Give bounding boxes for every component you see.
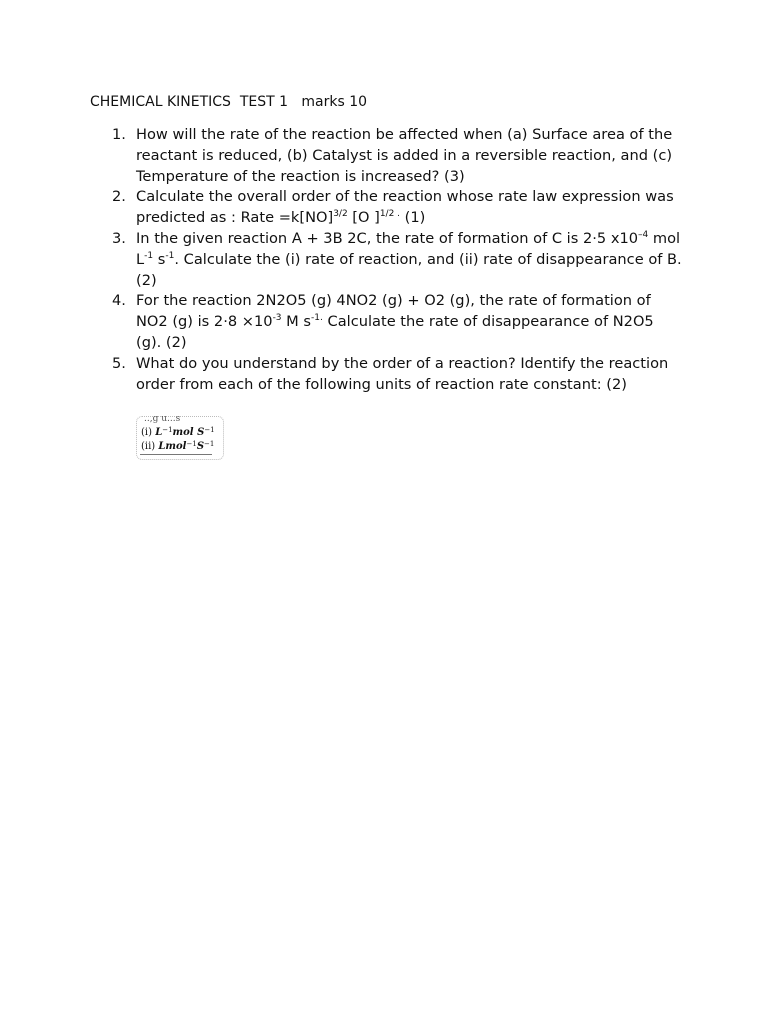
unit-item [141, 427, 215, 439]
rate-constant-units-image [136, 414, 224, 460]
text-run: In the given reaction A + 3B 2C, the rate of formation of C is 2·5 x10 [136, 229, 639, 247]
superscript: –4 [638, 229, 649, 240]
text-run: How will the rate of the reaction be affected when (a) Surface area of the reactant is reduced, (b) Catalyst is added in a reversible reaction, and (c) Temperature of the reaction is increased? (3) [136, 126, 673, 185]
text-run: S [196, 441, 205, 452]
text-run: (1) [400, 209, 426, 227]
question-item [112, 354, 682, 396]
superscript: −1 [186, 440, 197, 448]
text-run: M s [281, 313, 312, 331]
superscript: 3/2 [333, 209, 348, 220]
question-list [112, 125, 682, 395]
text-run: What do you understand by the order of a reaction? Identify the reaction order from each of the following units of reaction rate constant: (2) [136, 354, 669, 393]
question-number: 3. [112, 229, 126, 247]
text-run: Lmol [158, 441, 187, 452]
unit-label: (ii) [141, 441, 159, 452]
question-text [136, 230, 682, 289]
superscript: -3 [272, 313, 282, 324]
superscript: -1. [311, 313, 323, 324]
question-item [112, 291, 682, 353]
question-number: 1. [112, 126, 126, 143]
text-run: s [153, 250, 166, 268]
unit-label: (i) [141, 427, 156, 438]
question-text [136, 355, 668, 393]
question-text [136, 126, 672, 185]
superscript: 1/2 . [379, 209, 401, 220]
superscript: -1 [144, 250, 154, 261]
text-run: L [155, 427, 163, 438]
question-number: 2. [112, 188, 126, 206]
text-run: Calculate the rate of disappearance of N2O5 (g). (2) [136, 313, 654, 351]
text-run: mol S [172, 427, 205, 438]
superscript: −1 [204, 426, 215, 434]
test-title: CHEMICAL KINETICS TEST 1 marks 10 [90, 94, 368, 110]
superscript: −1 [204, 440, 215, 448]
image-underline [140, 454, 212, 455]
question-number: 4. [112, 292, 126, 310]
image-cut-line: ..,g u...s [144, 414, 181, 424]
question-item [112, 229, 682, 291]
question-item [112, 125, 682, 187]
question-number: 5. [112, 354, 126, 372]
question-text [136, 188, 674, 226]
superscript: -1 [165, 250, 175, 261]
text-run: Calculate the overall order of the reaction whose rate law expression was predicted as : Rate =k[NO] [136, 188, 674, 227]
text-run: mol L [136, 229, 681, 268]
text-run: . Calculate the (i) rate of reaction, and (ii) rate of disappearance of B.(2) [136, 250, 682, 289]
question-text [136, 292, 654, 351]
unit-item [141, 441, 214, 453]
text-run: For the reaction 2N2O5 (g) 4NO2 (g) + O2 (g), the rate of formation of NO2 (g) is 2·8 ×10 [136, 292, 651, 331]
question-item [112, 187, 682, 229]
superscript: −1 [162, 426, 173, 434]
text-run: [O ] [347, 209, 380, 227]
